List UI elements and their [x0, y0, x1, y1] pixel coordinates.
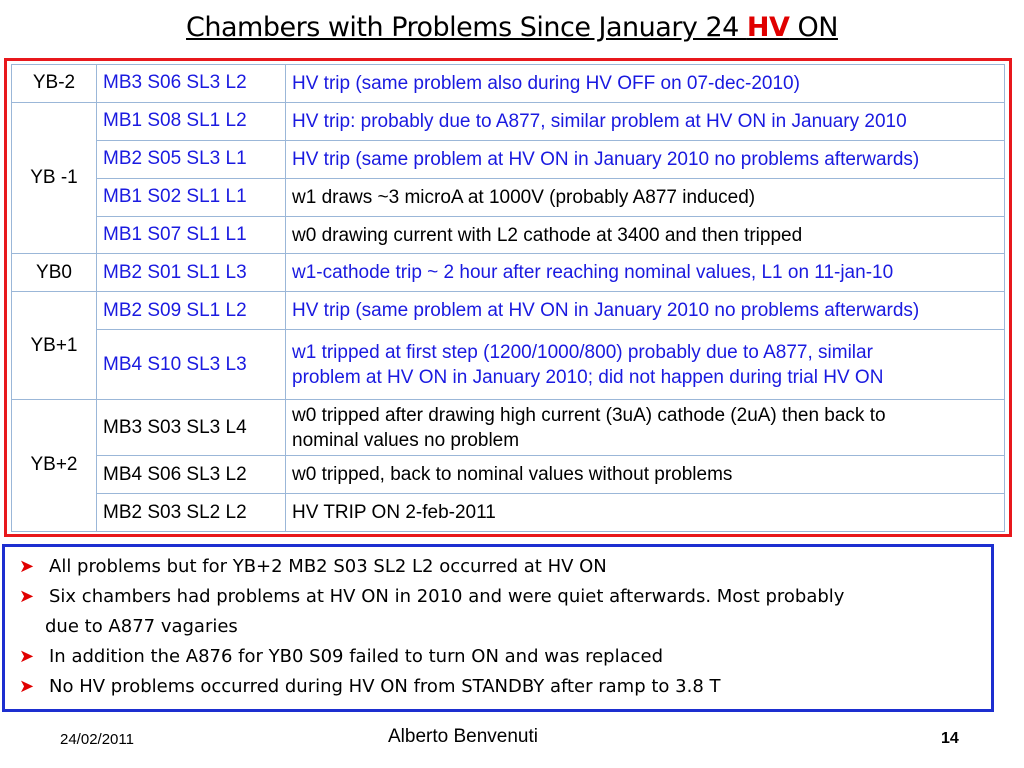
table-row [12, 399, 1005, 455]
chamber-cell: MB4 S06 SL3 L2 [97, 456, 286, 494]
bullet-text: All problems but for YB+2 MB2 S03 SL2 L2 occurred at HV ON [49, 556, 607, 577]
chamber-cell: MB3 S03 SL3 L4 [97, 399, 286, 455]
footer-date: 24/02/2011 [60, 731, 134, 748]
description-cell: w1 draws ~3 microA at 1000V (probably A877 induced) [286, 178, 1005, 216]
description-cell [286, 399, 1005, 455]
chamber-cell: MB2 S01 SL1 L3 [97, 254, 286, 292]
chamber-table-frame [4, 58, 1012, 537]
table-row [12, 140, 1005, 178]
table-row [12, 494, 1005, 532]
chamber-cell: MB2 S03 SL2 L2 [97, 494, 286, 532]
bullet-item [5, 672, 991, 702]
footer-author: Alberto Benvenuti [388, 726, 538, 747]
description-cell: HV trip (same problem also during HV OFF on 07-dec-2010) [286, 65, 1005, 103]
title-highlight: HV [746, 12, 790, 43]
table-row [12, 330, 1005, 400]
bullet-text: In addition the A876 for YB0 S09 failed to turn ON and was replaced [49, 646, 664, 667]
chamber-cell: MB2 S05 SL3 L1 [97, 140, 286, 178]
arrow-bullet-icon: ➤ [19, 646, 35, 667]
description-line: nominal values no problem [292, 429, 520, 451]
bullet-continuation: due to A877 vagaries [45, 616, 238, 637]
summary-box [2, 544, 994, 712]
description-cell: w0 drawing current with L2 cathode at 3400 and then tripped [286, 216, 1005, 254]
description-cell: HV trip (same problem at HV ON in January 2010 no problems afterwards) [286, 292, 1005, 330]
table-row [12, 102, 1005, 140]
bullet-item [5, 552, 991, 582]
table-row [12, 456, 1005, 494]
table-row [12, 65, 1005, 103]
arrow-bullet-icon: ➤ [19, 676, 35, 697]
description-line: problem at HV ON in January 2010; did not happen during trial HV ON [292, 366, 884, 388]
table-row [12, 216, 1005, 254]
description-cell: HV trip: probably due to A877, similar problem at HV ON in January 2010 [286, 102, 1005, 140]
chamber-table [11, 64, 1005, 532]
table-row [12, 292, 1005, 330]
description-cell: w0 tripped, back to nominal values without problems [286, 456, 1005, 494]
title-suffix: ON [789, 12, 838, 43]
chamber-cell: MB1 S07 SL1 L1 [97, 216, 286, 254]
bullet-text: No HV problems occurred during HV ON from STANDBY after ramp to 3.8 T [49, 676, 721, 697]
title-prefix: Chambers with Problems Since January 24 [186, 12, 747, 43]
chamber-cell: MB4 S10 SL3 L3 [97, 330, 286, 400]
bullet-text: Six chambers had problems at HV ON in 2010 and were quiet afterwards. Most probably [49, 586, 845, 607]
chamber-cell: MB2 S09 SL1 L2 [97, 292, 286, 330]
wheel-cell: YB0 [12, 254, 97, 292]
table-row [12, 254, 1005, 292]
bullet-item [5, 642, 991, 672]
wheel-cell: YB+2 [12, 399, 97, 531]
description-cell: HV trip (same problem at HV ON in January 2010 no problems afterwards) [286, 140, 1005, 178]
arrow-bullet-icon: ➤ [19, 586, 35, 607]
description-cell: HV TRIP ON 2-feb-2011 [286, 494, 1005, 532]
description-line: w1 tripped at first step (1200/1000/800) probably due to A877, similar [292, 341, 873, 363]
table-row [12, 178, 1005, 216]
slide-title [0, 12, 1024, 43]
description-line: w0 tripped after drawing high current (3uA) cathode (2uA) then back to [292, 404, 886, 426]
page-number: 14 [941, 730, 959, 747]
wheel-cell: YB+1 [12, 292, 97, 400]
bullet-item [5, 582, 991, 642]
chamber-cell: MB1 S08 SL1 L2 [97, 102, 286, 140]
wheel-cell: YB-2 [12, 65, 97, 103]
description-cell: w1-cathode trip ~ 2 hour after reaching nominal values, L1 on 11-jan-10 [286, 254, 1005, 292]
wheel-cell: YB -1 [12, 102, 97, 254]
arrow-bullet-icon: ➤ [19, 556, 35, 577]
chamber-cell: MB1 S02 SL1 L1 [97, 178, 286, 216]
chamber-cell: MB3 S06 SL3 L2 [97, 65, 286, 103]
description-cell [286, 330, 1005, 400]
